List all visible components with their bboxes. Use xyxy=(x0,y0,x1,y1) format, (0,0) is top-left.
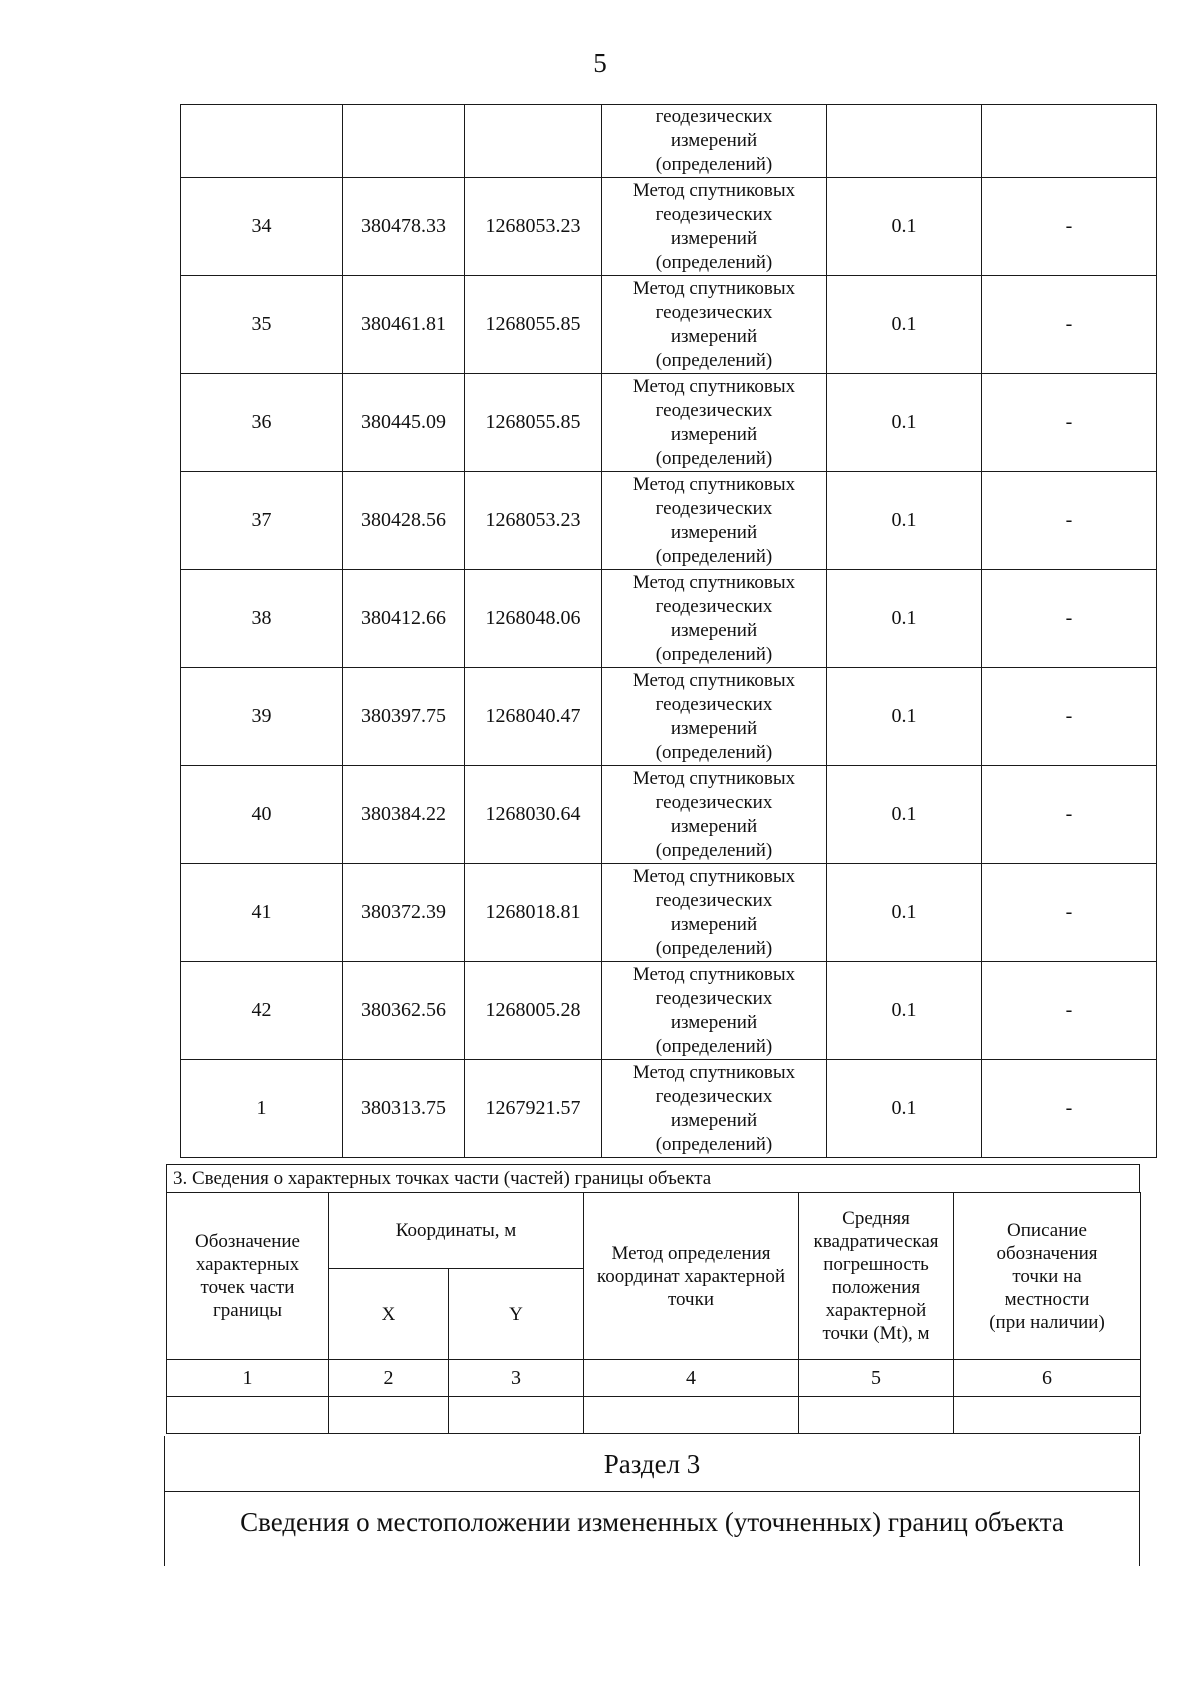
method-line: (определений) xyxy=(655,643,773,665)
description-header xyxy=(954,1193,1141,1360)
header-line: погрешность xyxy=(823,1254,929,1275)
description-cell: - xyxy=(982,864,1157,962)
method-line: (определений) xyxy=(655,1035,773,1057)
y-cell: 1267921.57 xyxy=(465,1060,602,1158)
column-number: 6 xyxy=(954,1360,1141,1397)
table-row xyxy=(181,864,1157,962)
description-cell: - xyxy=(982,276,1157,374)
method-line: Метод спутниковых xyxy=(632,571,796,593)
mt-cell: 0.1 xyxy=(827,472,982,570)
method-cell xyxy=(602,864,827,962)
method-line: геодезических xyxy=(655,693,773,715)
method-line: геодезических xyxy=(655,203,773,225)
point-cell: 39 xyxy=(181,668,343,766)
x-cell: 380362.56 xyxy=(343,962,465,1060)
mt-cell: 0.1 xyxy=(827,766,982,864)
point-cell: 40 xyxy=(181,766,343,864)
mt-cell xyxy=(827,105,982,178)
method-cell xyxy=(602,472,827,570)
header-line: характерной xyxy=(825,1300,927,1321)
y-cell: 1268055.85 xyxy=(465,276,602,374)
method-line: (определений) xyxy=(655,741,773,763)
method-line: измерений xyxy=(670,717,758,739)
method-line: геодезических xyxy=(655,497,773,519)
method-cell xyxy=(602,766,827,864)
method-line: геодезических xyxy=(655,889,773,911)
method-line: геодезических xyxy=(655,1085,773,1107)
description-cell: - xyxy=(982,374,1157,472)
empty-row xyxy=(167,1397,1141,1434)
empty-cell xyxy=(584,1397,799,1434)
header-row xyxy=(167,1193,1141,1269)
header-line: точек части xyxy=(200,1277,295,1298)
method-line: Метод спутниковых xyxy=(632,179,796,201)
method-line: Метод спутниковых xyxy=(632,865,796,887)
y-header: Y xyxy=(449,1269,584,1360)
column-number: 4 xyxy=(584,1360,799,1397)
header-line: местности xyxy=(1004,1288,1090,1310)
method-line: измерений xyxy=(670,619,758,641)
method-line: измерений xyxy=(670,130,758,151)
method-line: (определений) xyxy=(655,251,773,273)
description-cell: - xyxy=(982,1060,1157,1158)
y-cell: 1268053.23 xyxy=(465,178,602,276)
x-cell: 380397.75 xyxy=(343,668,465,766)
method-line: Метод спутниковых xyxy=(632,767,796,789)
description-cell: - xyxy=(982,766,1157,864)
table-row xyxy=(181,374,1157,472)
x-cell: 380428.56 xyxy=(343,472,465,570)
table-row xyxy=(181,962,1157,1060)
header-line: точки на xyxy=(1012,1265,1082,1287)
method-line: Метод спутниковых xyxy=(632,1061,796,1083)
method-cell xyxy=(602,962,827,1060)
point-cell: 41 xyxy=(181,864,343,962)
method-line: Метод спутниковых xyxy=(632,473,796,495)
method-line: геодезических xyxy=(655,106,773,127)
y-cell: 1268005.28 xyxy=(465,962,602,1060)
header-line: (при наличии) xyxy=(989,1311,1105,1333)
table-row xyxy=(181,1060,1157,1158)
header-line: точки (Mt), м xyxy=(822,1323,930,1344)
y-cell: 1268018.81 xyxy=(465,864,602,962)
mt-cell: 0.1 xyxy=(827,374,982,472)
method-line: (определений) xyxy=(655,545,773,567)
method-line: (определений) xyxy=(655,1133,773,1155)
method-line: измерений xyxy=(670,521,758,543)
method-line: (определений) xyxy=(655,447,773,469)
method-line: (определений) xyxy=(655,349,773,371)
y-cell: 1268048.06 xyxy=(465,570,602,668)
method-line: Метод спутниковых xyxy=(632,963,796,985)
method-line: измерений xyxy=(670,325,758,347)
method-line: измерений xyxy=(670,1011,758,1033)
header-line: точки xyxy=(668,1288,715,1310)
mt-cell: 0.1 xyxy=(827,668,982,766)
method-line: геодезических xyxy=(655,399,773,421)
method-cell xyxy=(602,668,827,766)
x-cell: 380461.81 xyxy=(343,276,465,374)
mt-cell: 0.1 xyxy=(827,864,982,962)
column-number: 2 xyxy=(329,1360,449,1397)
coordinates-header: Координаты, м xyxy=(329,1193,584,1269)
method-cell xyxy=(602,178,827,276)
table-row xyxy=(181,570,1157,668)
x-cell xyxy=(343,105,465,178)
method-line: геодезических xyxy=(655,791,773,813)
point-designation-header xyxy=(167,1193,329,1360)
point-cell: 37 xyxy=(181,472,343,570)
table-row xyxy=(181,276,1157,374)
mt-cell: 0.1 xyxy=(827,178,982,276)
description-cell: - xyxy=(982,178,1157,276)
header-line: координат характерной xyxy=(596,1265,786,1287)
method-line: Метод спутниковых xyxy=(632,375,796,397)
x-cell: 380478.33 xyxy=(343,178,465,276)
header-line: квадратическая xyxy=(813,1231,939,1252)
table-row xyxy=(181,472,1157,570)
point-cell: 34 xyxy=(181,178,343,276)
x-cell: 380372.39 xyxy=(343,864,465,962)
y-cell: 1268030.64 xyxy=(465,766,602,864)
table-row xyxy=(181,178,1157,276)
empty-cell xyxy=(449,1397,584,1434)
section-subtitle: Сведения о местоположении измененных (уточненных) границ объекта xyxy=(240,1507,1064,1537)
method-line: измерений xyxy=(670,1109,758,1131)
description-cell: - xyxy=(982,570,1157,668)
method-line: геодезических xyxy=(655,987,773,1009)
empty-cell xyxy=(329,1397,449,1434)
mt-cell: 0.1 xyxy=(827,570,982,668)
continuation-row xyxy=(181,105,1157,178)
header-line: положения xyxy=(831,1277,921,1298)
method-cell xyxy=(602,570,827,668)
y-cell: 1268040.47 xyxy=(465,668,602,766)
method-cell xyxy=(602,374,827,472)
method-line: геодезических xyxy=(655,301,773,323)
x-cell: 380412.66 xyxy=(343,570,465,668)
method-header xyxy=(584,1193,799,1360)
header-line: характерных xyxy=(195,1254,300,1275)
mt-cell: 0.1 xyxy=(827,276,982,374)
method-line: измерений xyxy=(670,227,758,249)
header-line: Обозначение xyxy=(195,1231,300,1252)
table-row xyxy=(181,766,1157,864)
x-cell: 380313.75 xyxy=(343,1060,465,1158)
method-line: (определений) xyxy=(655,154,773,175)
empty-cell xyxy=(167,1397,329,1434)
method-line: (определений) xyxy=(655,937,773,959)
header-line: обозначения xyxy=(996,1242,1098,1264)
section-title: Раздел 3 xyxy=(165,1436,1139,1492)
section-3-block xyxy=(164,1436,1140,1566)
y-cell: 1268055.85 xyxy=(465,374,602,472)
header-line: Метод определения xyxy=(611,1242,771,1264)
method-line: измерений xyxy=(670,913,758,935)
x-cell: 380384.22 xyxy=(343,766,465,864)
method-line: измерений xyxy=(670,423,758,445)
point-cell: 42 xyxy=(181,962,343,1060)
method-line: измерений xyxy=(670,815,758,837)
y-cell xyxy=(465,105,602,178)
empty-cell xyxy=(799,1397,954,1434)
boundary-points-body xyxy=(181,105,1157,1158)
method-line: геодезических xyxy=(655,595,773,617)
description-cell: - xyxy=(982,668,1157,766)
empty-cell xyxy=(954,1397,1141,1434)
table-row xyxy=(181,668,1157,766)
description-cell xyxy=(982,105,1157,178)
mt-cell: 0.1 xyxy=(827,962,982,1060)
method-line: (определений) xyxy=(655,839,773,861)
method-cell xyxy=(602,1060,827,1158)
column-number: 1 xyxy=(167,1360,329,1397)
method-line: Метод спутниковых xyxy=(632,277,796,299)
method-cell xyxy=(602,276,827,374)
column-number: 5 xyxy=(799,1360,954,1397)
mt-header xyxy=(799,1193,954,1360)
header-line: границы xyxy=(213,1300,282,1321)
part-boundary-heading: 3. Сведения о характерных точках части (частей) границы объекта xyxy=(166,1164,1140,1192)
x-cell: 380445.09 xyxy=(343,374,465,472)
y-cell: 1268053.23 xyxy=(465,472,602,570)
boundary-points-table xyxy=(180,104,1157,1158)
point-cell: 38 xyxy=(181,570,343,668)
column-number-row xyxy=(167,1360,1141,1397)
point-cell xyxy=(181,105,343,178)
x-header: X xyxy=(329,1269,449,1360)
page-number: 5 xyxy=(593,48,607,78)
point-cell: 36 xyxy=(181,374,343,472)
description-cell: - xyxy=(982,962,1157,1060)
part-boundary-table xyxy=(166,1192,1141,1434)
column-number: 3 xyxy=(449,1360,584,1397)
description-cell: - xyxy=(982,472,1157,570)
mt-cell: 0.1 xyxy=(827,1060,982,1158)
point-cell: 35 xyxy=(181,276,343,374)
method-cell xyxy=(602,105,827,178)
header-line: Средняя xyxy=(842,1208,910,1229)
point-cell: 1 xyxy=(181,1060,343,1158)
method-line: Метод спутниковых xyxy=(632,669,796,691)
header-line: Описание xyxy=(1007,1219,1087,1241)
